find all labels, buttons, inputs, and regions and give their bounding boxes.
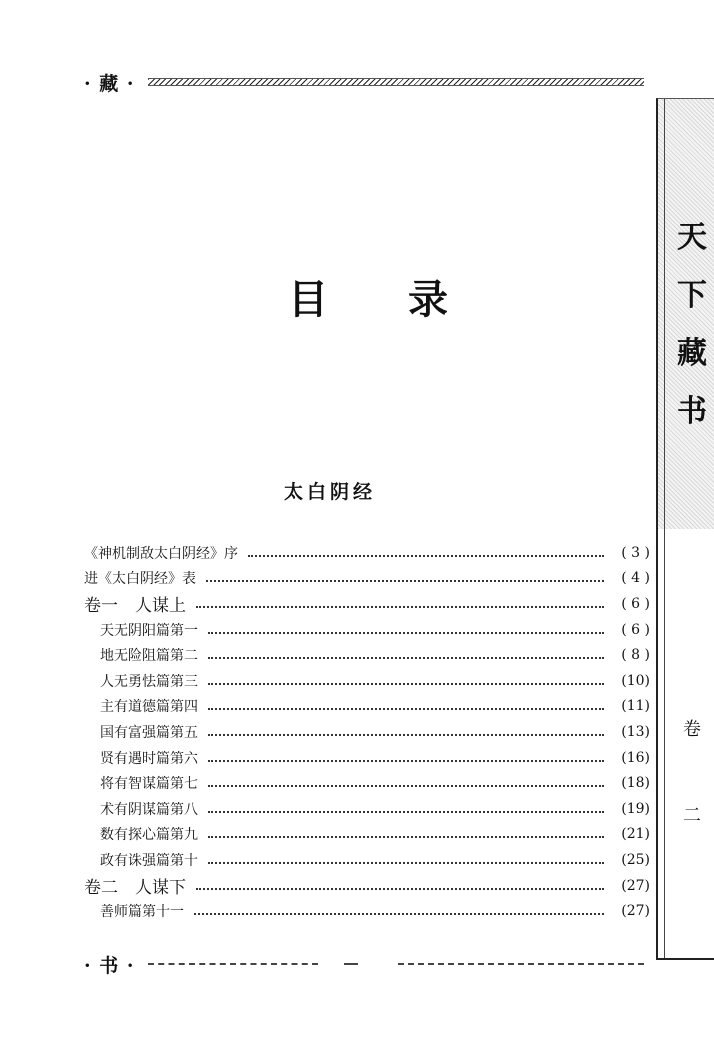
toc-dot-leader <box>196 606 604 608</box>
toc-entry-label: 卷一 人谋上 <box>84 591 192 616</box>
toc-entry <box>84 873 650 899</box>
toc-entry <box>84 617 650 643</box>
toc-entry-page: ( 8 ) <box>621 647 650 664</box>
toc-entry-label: 天无阴阳篇第一 <box>100 620 204 640</box>
toc-entry-label: 卷二 人谋下 <box>84 873 192 898</box>
toc-entry <box>84 898 650 924</box>
toc-dot-leader <box>208 657 604 659</box>
toc-dot-leader <box>208 836 604 838</box>
toc-entry-page: ( 4 ) <box>621 570 650 587</box>
footer-rule-left <box>148 963 318 965</box>
toc-dot-leader <box>208 862 604 864</box>
toc-entry-page: (27) <box>621 877 650 894</box>
toc-entry-label: 《神机制敌太白阴经》序 <box>84 543 244 563</box>
toc-entry <box>84 719 650 745</box>
toc-entry <box>84 566 650 592</box>
toc-entry-page: (10) <box>621 672 650 689</box>
toc-entry <box>84 694 650 720</box>
toc-dot-leader <box>208 760 604 762</box>
toc-entry-label: 地无险阻篇第二 <box>100 645 204 665</box>
toc-entry-label: 善师篇第十一 <box>100 901 190 921</box>
side-volume: 卷 二 <box>683 719 701 826</box>
header-label: · 藏 · <box>84 72 135 95</box>
toc-dot-leader <box>206 580 604 582</box>
toc-entry <box>84 822 650 848</box>
toc-entry-label: 人无勇怯篇第三 <box>100 671 204 691</box>
book-subtitle: 太白阴经 <box>283 481 376 503</box>
side-inner-line <box>664 99 665 958</box>
toc-dot-leader <box>208 734 604 736</box>
toc-dot-leader <box>196 888 604 890</box>
toc-entry <box>84 745 650 771</box>
toc-entry <box>84 540 650 566</box>
toc-entry <box>84 847 650 873</box>
footer-rule-mark <box>344 963 358 965</box>
toc-entry-page: (18) <box>621 775 650 792</box>
toc-entry-page: (13) <box>621 723 650 740</box>
side-spine <box>656 98 714 960</box>
side-title: 天 下 藏 书 <box>677 220 707 429</box>
toc-dot-leader <box>248 555 604 557</box>
toc-entry <box>84 796 650 822</box>
toc-entry-page: (19) <box>621 800 650 817</box>
toc-entry-label: 数有探心篇第九 <box>100 824 204 844</box>
page-title: 目录 <box>288 277 528 323</box>
toc-dot-leader <box>208 785 604 787</box>
toc-dot-leader <box>208 811 604 813</box>
toc-entry-label: 将有智谋篇第七 <box>100 773 204 793</box>
toc-dot-leader <box>194 913 604 915</box>
toc-entry-page: (27) <box>621 903 650 920</box>
toc-entry-label: 国有富强篇第五 <box>100 722 204 742</box>
toc-dot-leader <box>208 708 604 710</box>
toc-dot-leader <box>208 683 604 685</box>
toc-entry-page: ( 6 ) <box>621 621 650 638</box>
toc-entry-label: 贤有遇时篇第六 <box>100 748 204 768</box>
footer-label: · 书 · <box>84 954 135 977</box>
footer-rule-right <box>398 963 644 965</box>
header-rule <box>148 78 644 86</box>
toc-entry <box>84 642 650 668</box>
toc-entry-page: ( 6 ) <box>621 595 650 612</box>
table-of-contents <box>84 540 650 924</box>
toc-entry <box>84 591 650 617</box>
page-footer <box>84 953 644 975</box>
page-header <box>84 70 644 94</box>
toc-entry-page: ( 3 ) <box>621 544 650 561</box>
toc-entry-label: 政有诛强篇第十 <box>100 850 204 870</box>
toc-entry-page: (11) <box>621 698 650 715</box>
toc-dot-leader <box>208 632 604 634</box>
toc-entry <box>84 770 650 796</box>
toc-entry-label: 进《太白阴经》表 <box>84 568 202 588</box>
toc-entry-page: (16) <box>621 749 650 766</box>
toc-entry-label: 术有阴谋篇第八 <box>100 799 204 819</box>
toc-entry <box>84 668 650 694</box>
toc-entry-page: (25) <box>621 851 650 868</box>
toc-entry-label: 主有道德篇第四 <box>100 696 204 716</box>
toc-entry-page: (21) <box>621 826 650 843</box>
